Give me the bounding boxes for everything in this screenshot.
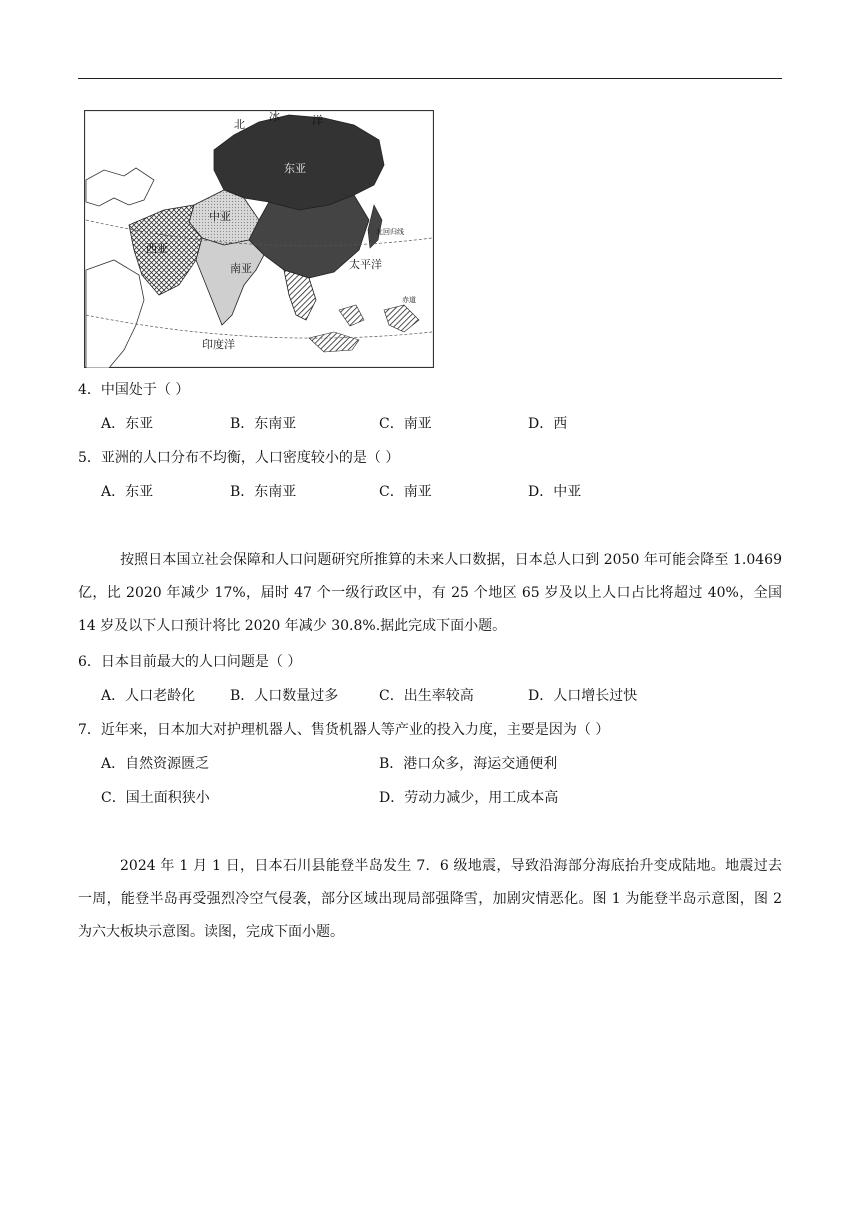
question-6-stem: 6．日本目前最大的人口问题是（ ） — [78, 654, 302, 670]
label-north-2: 冰 — [269, 110, 280, 123]
q6-option-c: C．出生率较高 — [379, 688, 474, 704]
q7-option-a: A．自然资源匮乏 — [101, 756, 210, 772]
label-tropic: 北回归线 — [376, 228, 404, 236]
q4-option-d: D．西 — [528, 416, 568, 432]
question-5-stem: 5．亚洲的人口分布不均衡，人口密度较小的是（ ） — [78, 450, 400, 466]
q6-option-d: D．人口增长过快 — [528, 688, 638, 704]
label-equator: 赤道 — [402, 296, 416, 304]
q4-option-b: B．东南亚 — [230, 416, 297, 432]
passage-japan-population — [78, 544, 782, 643]
q5-option-c: C．南亚 — [379, 484, 432, 500]
label-west-asia: 西亚 — [146, 242, 168, 255]
label-central-asia: 中亚 — [209, 210, 231, 223]
q4-option-c: C．南亚 — [379, 416, 432, 432]
q7-option-d: D．劳动力减少，用工成本高 — [379, 790, 559, 806]
label-north-1: 北 — [234, 118, 245, 131]
label-north-3: 洋 — [312, 114, 323, 127]
label-east-asia-north: 东亚 — [284, 162, 306, 175]
q5-option-d: D．中亚 — [528, 484, 582, 500]
label-south-asia: 南亚 — [230, 262, 252, 275]
q6-option-b: B．人口数量过多 — [230, 688, 339, 704]
asia-region-map — [84, 110, 434, 368]
q4-option-a: A．东亚 — [101, 416, 154, 432]
q5-option-a: A．东亚 — [101, 484, 154, 500]
q7-option-c: C．国土面积狭小 — [101, 790, 210, 806]
passage-2-text: 2024 年 1 月 1 日，日本石川县能登半岛发生 7．6 级地震，导致沿海部分海底抬升变成陆地。地震过去一周，能登半岛再受强烈冷空气侵袭，部分区域出现局部强降雪，加剧灾情恶化。图 1 为能登半岛示意图，图 2 为六大板块示意图。读图，完成下面小题。 — [78, 858, 782, 940]
header-rule — [78, 78, 782, 79]
question-4-stem: 4．中国处于（ ） — [78, 382, 190, 398]
passage-1-text: 按照日本国立社会保障和人口问题研究所推算的未来人口数据，日本总人口到 2050 年可能会降至 1.0469 亿，比 2020 年减少 17%，届时 47 个一级行政区中，有 25 个地区 65 岁及以上人口占比将超过 40%，全国 14 岁及以下人口预计将比 2020 年减少 30.8%.据此完成下面小题。 — [78, 552, 782, 634]
q6-option-a: A．人口老龄化 — [101, 688, 196, 704]
label-pacific: 太平洋 — [349, 258, 382, 271]
q5-option-b: B．东南亚 — [230, 484, 297, 500]
q7-option-b: B．港口众多，海运交通便利 — [379, 756, 558, 772]
question-7-stem: 7．近年来，日本加大对护理机器人、售货机器人等产业的投入力度，主要是因为（ ） — [78, 722, 610, 738]
asia-map-svg — [84, 110, 434, 368]
label-indian-ocean: 印度洋 — [202, 338, 235, 351]
passage-noto-earthquake — [78, 850, 782, 949]
